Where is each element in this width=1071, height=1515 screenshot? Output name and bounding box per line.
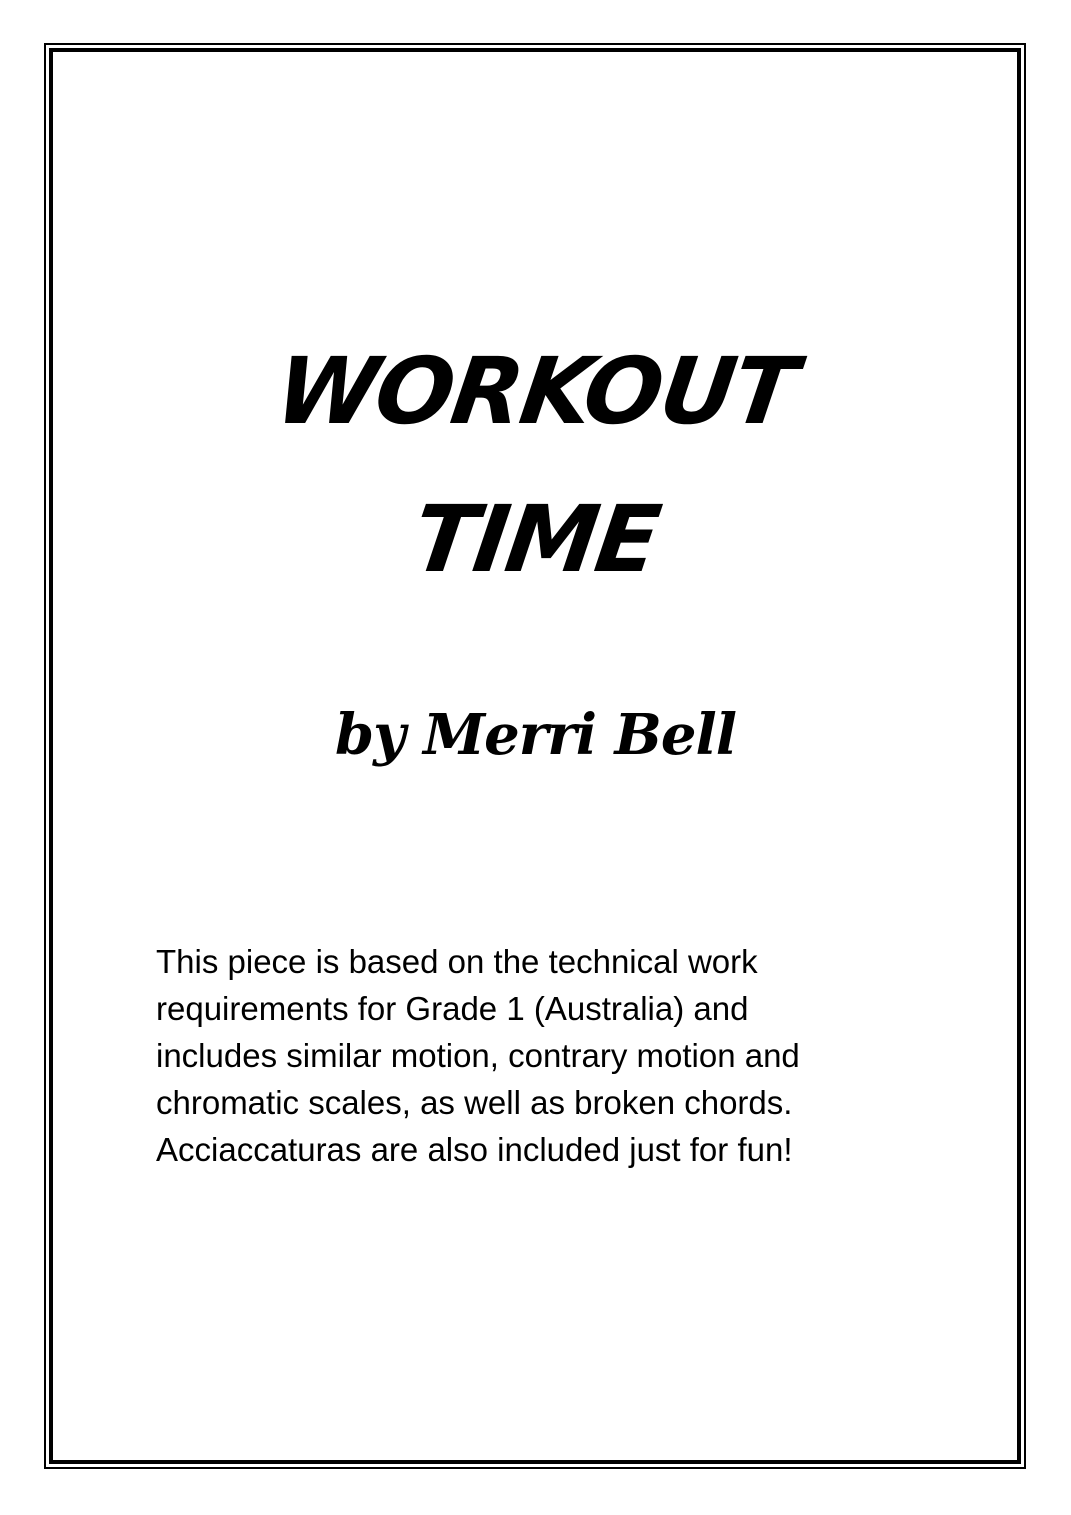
author-byline: by Merri Bell <box>334 702 737 768</box>
description-line: includes similar motion, contrary motion and <box>156 1037 800 1074</box>
description-line: chromatic scales, as well as broken chords. <box>156 1084 793 1121</box>
description-paragraph <box>156 938 916 1173</box>
description-line: Acciaccaturas are also included just for fun! <box>156 1131 793 1168</box>
title-line-1: WORKOUT <box>269 338 802 445</box>
description-line: requirements for Grade 1 (Australia) and <box>156 990 749 1027</box>
title-line-2: TIME <box>406 486 665 593</box>
description-line: This piece is based on the technical work <box>156 943 758 980</box>
